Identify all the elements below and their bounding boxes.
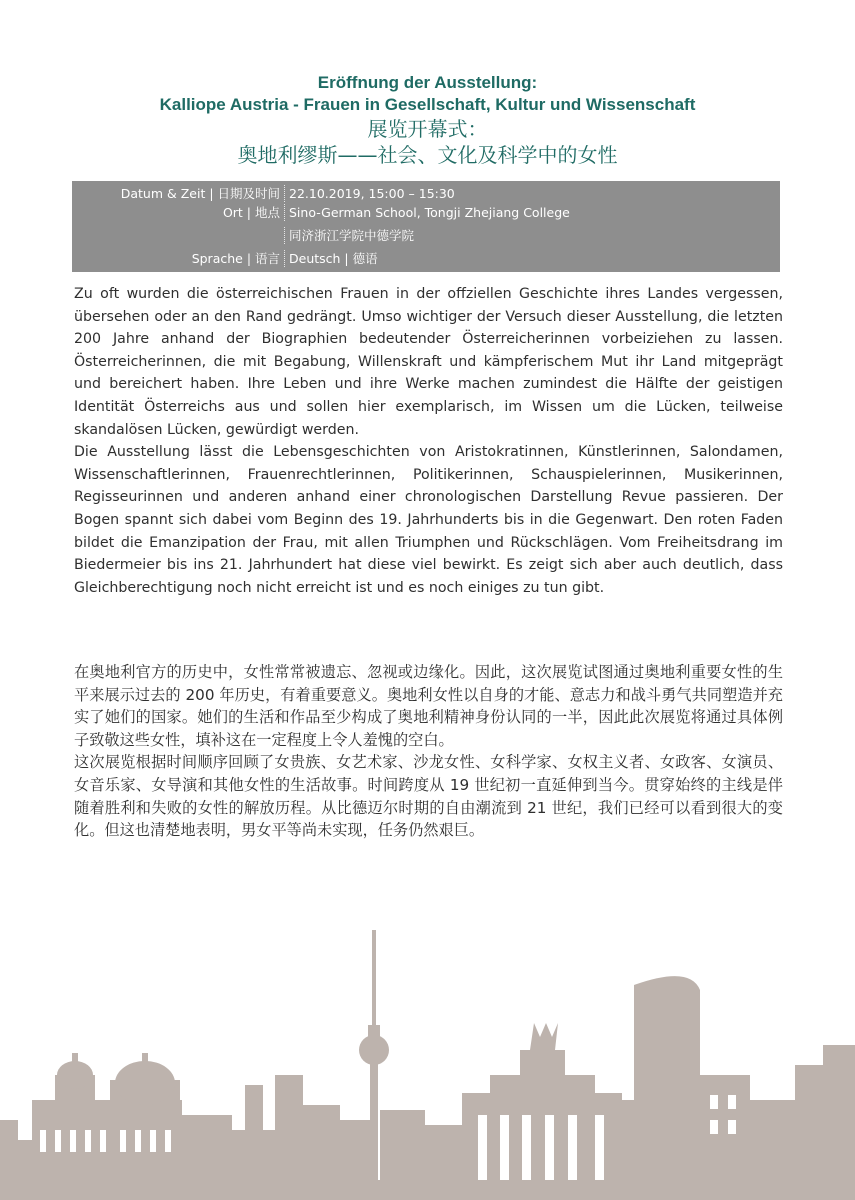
separator xyxy=(284,227,285,244)
date-value: 22.10.2019, 15:00 – 15:30 xyxy=(289,186,455,201)
language-label: Sprache | 语言 xyxy=(191,251,280,266)
title-zh-line2: 奥地利缪斯——社会、文化及科学中的女性 xyxy=(237,143,618,167)
info-row-location xyxy=(72,201,780,224)
separator xyxy=(284,185,285,202)
info-row-location-zh xyxy=(72,224,780,247)
header xyxy=(0,72,855,168)
paragraph-zh-1: 在奥地利官方的历史中，女性常常被遗忘、忽视或边缘化。因此，这次展览试图通过奥地利重要女性的生平来展示过去的 200 年历史，有着重要意义。奥地利女性以自身的才能、意志力和战斗勇气共同塑造并充实了她们的国家。她们的生活和作品至少构成了奥地利精神身份认同的一半，因此此次展览将通过具体例子致敬这些女性，填补这在一定程度上令人羞愧的空白。 xyxy=(74,663,783,749)
paragraph-de-1: Zu oft wurden die österreichischen Frauen in der offziellen Geschichte ihres Landes vergessen, übersehen oder an den Rand gedrängt. Umso wichtiger der Versuch dieser Ausstellung, die letzten 200 Jahre anhand der Biographien bedeutender Österreicherinnen vorbeiziehen zu lassen. Österreicherinnen, die mit Begabung, Willenskraft und kämpferischem Mut ihr Land mitgeprägt und bereichert haben. Ihre Leben und ihre Werke machen zumindest die Hälfte der geistigen Identität Österreichs aus und sollen hier exemplarisch, im Wissen um die Lücken, teilweise skandalösen Lücken, gewürdigt werden. xyxy=(74,286,783,438)
city-skyline-illustration xyxy=(0,925,855,1200)
location-value-de: Sino-German School, Tongji Zhejiang College xyxy=(289,205,570,220)
body-chinese xyxy=(74,661,783,842)
title-de-line1: Eröffnung der Ausstellung: xyxy=(317,73,538,92)
separator xyxy=(284,204,285,221)
location-label: Ort | 地点 xyxy=(222,205,280,220)
body-german xyxy=(74,283,783,599)
event-info-box xyxy=(72,181,780,272)
skyline-shapes xyxy=(0,930,855,1200)
info-row-language xyxy=(72,247,780,270)
paragraph-de-2: Die Ausstellung lässt die Lebensgeschichten von Aristokratinnen, Künstlerinnen, Salondamen, Wissenschaftlerinnen, Frauenrechtlerinnen, Politikerinnen, Schauspielerinnen, Musikerinnen, Regisseurinnen und anderen anhand einer chronologischen Darstellung Revue passieren. Der Bogen spannt sich dabei vom Beginn des 19. Jahrhunderts bis in die Gegenwart. Den roten Faden bildet die Emanzipation der Frau, mit allen Triumphen und Rückschlägen. Vom Freiheitsdrang im Biedermeier bis ins 21. Jahrhundert hat diese viel bewirkt. Es zeigt sich aber auch deutlich, dass Gleichberechtigung noch nicht erreicht ist und es noch einiges zu tun gibt. xyxy=(74,444,783,596)
date-label: Datum & Zeit | 日期及时间 xyxy=(120,186,280,201)
paragraph-zh-2: 这次展览根据时间顺序回顾了女贵族、女艺术家、沙龙女性、女科学家、女权主义者、女政客、女演员、女音乐家、女导演和其他女性的生活故事。时间跨度从 19 世纪初一直延伸到当今。贯穿始终的主线是伴随着胜利和失败的女性的解放历程。从比德迈尔时期的自由潮流到 21 世纪，我们已经可以看到很大的变化。但这也清楚地表明，男女平等尚未实现，任务仍然艰巨。 xyxy=(74,753,783,840)
title-de-line2: Kalliope Austria - Frauen in Gesellschaft, Kultur und Wissenschaft xyxy=(159,95,696,114)
location-value-zh: 同济浙江学院中德学院 xyxy=(289,228,415,243)
separator xyxy=(284,250,285,267)
title-zh-line1: 展览开幕式： xyxy=(367,117,488,141)
language-value: Deutsch | 德语 xyxy=(289,251,378,266)
